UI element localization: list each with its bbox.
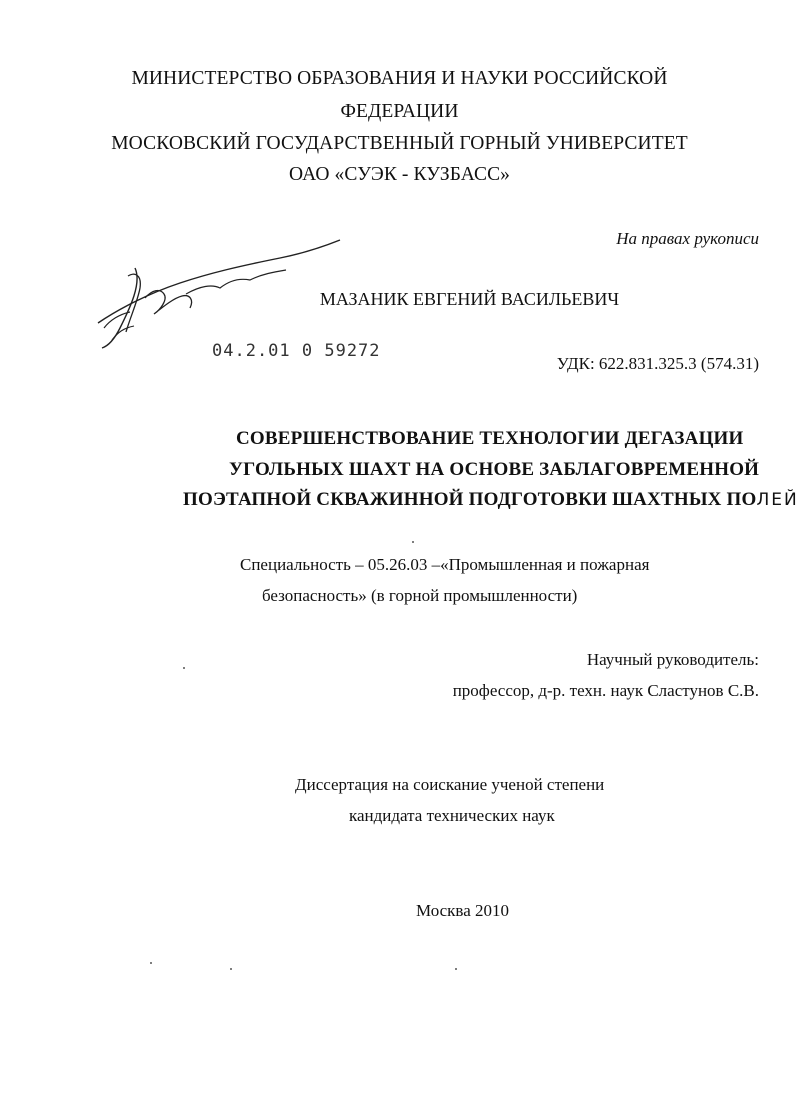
university-name: МОСКОВСКИЙ ГОСУДАРСТВЕННЫЙ ГОРНЫЙ УНИВЕРСИТЕТ: [111, 133, 688, 154]
city-year: Москва 2010: [416, 901, 510, 920]
manuscript-note: На правах рукописи: [616, 229, 759, 248]
scan-speck: [150, 962, 152, 964]
handwritten-correction: ЛЕЙ: [756, 490, 799, 510]
degree-line-2: кандидата технических наук: [349, 806, 555, 825]
title-line-3: [183, 489, 799, 511]
supervisor-label: Научный руководитель:: [586, 650, 759, 669]
specialty-line-2: безопасность» (в горной промышленности): [262, 586, 578, 605]
author-name: МАЗАНИК ЕВГЕНИЙ ВАСИЛЬЕВИЧ: [319, 289, 620, 309]
specialty-line-1: Специальность – 05.26.03 –«Промышленная и пожарная: [240, 555, 650, 574]
supervisor-name: профессор, д-р. техн. наук Сластунов С.В.: [452, 681, 759, 700]
title-line-2: УГОЛЬНЫХ ШАХТ НА ОСНОВЕ ЗАБЛАГОВРЕМЕННОЙ: [229, 459, 760, 480]
scan-speck: [412, 541, 414, 543]
title-line-1: СОВЕРШЕНСТВОВАНИЕ ТЕХНОЛОГИИ ДЕГАЗАЦИИ: [236, 428, 744, 449]
ministry-line-2: ФЕДЕРАЦИИ: [340, 101, 459, 122]
ministry-line-1: МИНИСТЕРСТВО ОБРАЗОВАНИЯ И НАУКИ РОССИЙСКОЙ: [131, 68, 668, 89]
degree-line-1: Диссертация на соискание ученой степени: [295, 775, 605, 794]
title-line-3-text: ПОЭТАПНОЙ СКВАЖИННОЙ ПОДГОТОВКИ ШАХТНЫХ ПО: [183, 489, 757, 510]
company-name: ОАО «СУЭК - КУЗБАСС»: [288, 164, 511, 185]
scan-speck: [455, 968, 457, 970]
udk-code: УДК: 622.831.325.3 (574.31): [556, 354, 759, 373]
scan-speck: [230, 968, 232, 970]
scan-speck: [183, 667, 185, 669]
registration-stamp: 04.2.01 0 59272: [212, 341, 381, 361]
